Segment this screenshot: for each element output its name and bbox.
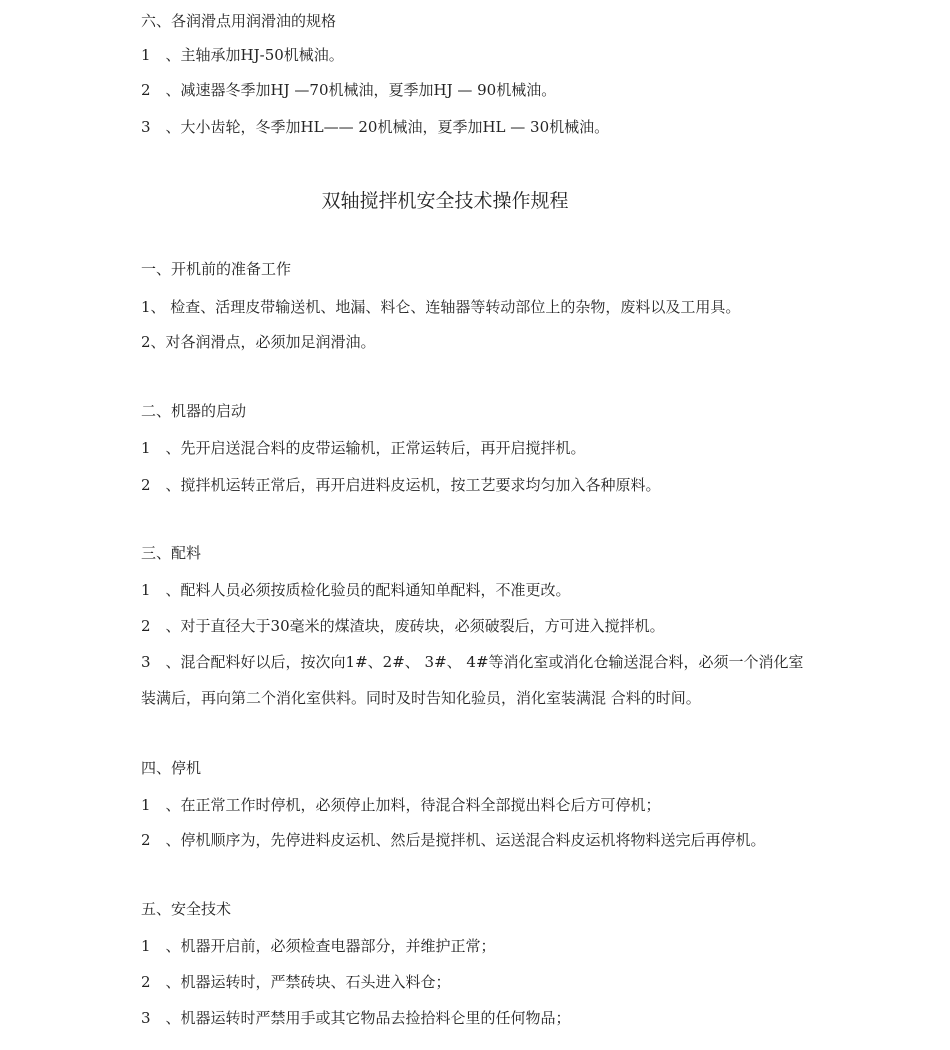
part5-item-3: 3 、机器运转时严禁用手或其它物品去捡拾料仑里的任何物品； xyxy=(141,1009,571,1027)
part1-item-1: 1、 检查、活理皮带输送机、地漏、料仑、连轴器等转动部位上的杂物，废料以及工用具。 xyxy=(141,298,741,316)
part3-item-1: 1 、配料人员必须按质检化验员的配料通知单配料，不准更改。 xyxy=(141,581,571,599)
part2-item-1: 1 、先开启送混合料的皮带运输机，正常运转后，再开启搅拌机。 xyxy=(141,439,586,457)
section6-heading: 六、各润滑点用润滑油的规格 xyxy=(141,12,337,30)
part3-item-3: 3 、混合配料好以后，按次向1#、2#、 3#、 4#等消化室或消化仓输送混合料，必须一个消化室 xyxy=(141,653,804,671)
section6-item-3: 3 、大小齿轮，冬季加HL—— 20机械油，夏季加HL — 30机械油。 xyxy=(141,118,610,136)
part4-item-2: 2 、停机顺序为，先停进料皮运机、然后是搅拌机、运送混合料皮运机将物料送完后再停机。 xyxy=(141,831,766,849)
part3-item-3-continued: 装满后，再向第二个消化室供料。同时及时告知化验员，消化室装满混 合料的时间。 xyxy=(141,689,701,707)
part5-item-1: 1 、机器开启前，必须检查电器部分，并维护正常； xyxy=(141,937,496,955)
section6-item-1: 1 、主轴承加HJ-50机械油。 xyxy=(141,46,344,64)
section6-item-2: 2 、减速器冬季加HJ —70机械油，夏季加HJ — 90机械油。 xyxy=(141,81,557,99)
part4-heading: 四、停机 xyxy=(141,759,202,777)
document-title: 双轴搅拌机安全技术操作规程 xyxy=(321,190,569,212)
part3-heading: 三、配料 xyxy=(141,544,202,562)
part5-heading: 五、安全技术 xyxy=(141,900,232,918)
part3-item-2: 2 、对于直径大于30毫米的煤渣块，废砖块，必须破裂后，方可进入搅拌机。 xyxy=(141,617,665,635)
part1-heading: 一、开机前的准备工作 xyxy=(141,260,292,278)
part1-item-2: 2、对各润滑点，必须加足润滑油。 xyxy=(141,333,376,351)
part4-item-1: 1 、在正常工作时停机，必须停止加料，待混合料全部搅出料仑后方可停机； xyxy=(141,796,661,814)
part2-heading: 二、机器的启动 xyxy=(141,402,247,420)
part2-item-2: 2 、搅拌机运转正常后，再开启进料皮运机，按工艺要求均匀加入各种原料。 xyxy=(141,476,661,494)
part5-item-2: 2 、机器运转时，严禁砖块、石头进入料仓； xyxy=(141,973,451,991)
